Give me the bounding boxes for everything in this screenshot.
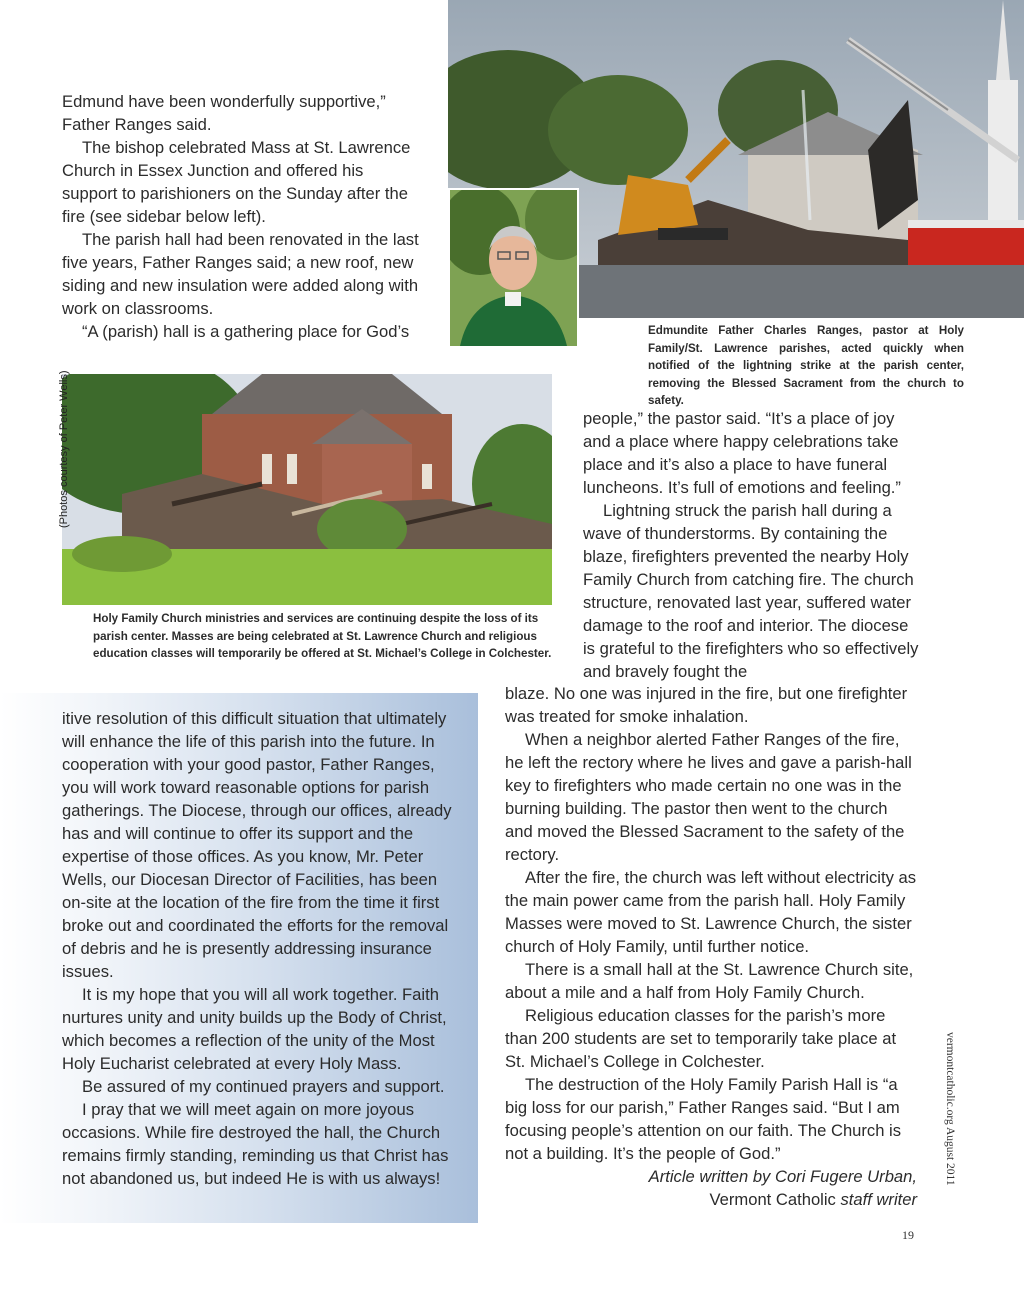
sidebar-paragraph: Be assured of my continued prayers and support. [82,1077,445,1096]
intro-column [62,90,422,343]
byline-title [505,1188,917,1211]
sidebar-paragraph: I pray that we will meet again on more joyous occasions. While fire destroyed the hall, the Church remains firmly standing, reminding us that Christ has not abandoned us, but indeed He is with us always! [62,1100,449,1188]
sidebar-paragraph: itive resolution of this difficult situation that ultimately will enhance the life of this parish into the future. In cooperation with your good pastor, Father Ranges, you will work toward reasonable options for parish gatherings. The Diocese, through our offices, already has and will continue to offer its support and the expertise of those offices. As you know, Mr. Peter Wells, our Diocesan Director of Facilities, has been on-site at the location of the fire from the time it first broke out and coordinated the efforts for the removal of debris and he is presently addressing insurance issues. [62,709,452,981]
ruins-photo-caption: Holy Family Church ministries and services are continuing despite the loss of its parish center. Masses are being celebrated at St. Lawrence Church and religious education classes will temporarily be offered at St. Michael’s College in Colchester. [93,612,552,660]
priest-photo-caption: Edmundite Father Charles Ranges, pastor at Holy Family/St. Lawrence parishes, acted quickly when notified of the lightning strike at the parish center, removing the Blessed Sacrament from the church to safety. [648,324,964,407]
body-paragraph: people,” the pastor said. “It’s a place of joy and a place where happy celebrations take place and it’s also a place to have funeral luncheons. It’s full of emotions and feeling.” [583,409,901,497]
body-paragraph: There is a small hall at the St. Lawrence Church site, about a mile and a half from Holy Family Church. [505,960,914,1002]
intro-paragraph: The parish hall had been renovated in the last five years, Father Ranges said; a new roof, new siding and new insulation were added along with work on classrooms. [62,230,419,318]
byline-publication: Vermont Catholic [709,1190,841,1209]
sidebar-text [62,707,462,1190]
body-paragraph: blaze. No one was injured in the fire, but one firefighter was treated for smoke inhalation. [505,684,908,726]
byline-author: Article written by Cori Fugere Urban, [648,1167,917,1186]
running-foot: vermontcatholic.org August 2011 [944,1032,956,1186]
photo-credit: (Photos courtesy of Peter Wells) [58,370,70,528]
right-column-upper [583,407,920,683]
right-column-lower [505,682,917,1211]
intro-paragraph: Edmund have been wonderfully supportive,” Father Ranges said. [62,92,386,134]
priest-portrait-photo [448,188,579,348]
intro-paragraph: The bishop celebrated Mass at St. Lawrence Church in Essex Junction and offered his support to parishioners on the Sunday after the fire (see sidebar below left). [62,138,411,226]
page-number: 19 [902,1228,914,1242]
body-paragraph: Religious education classes for the parish’s more than 200 students are set to temporarily take place at St. Michael’s College in Colchester. [505,1006,897,1071]
byline-role: staff writer [840,1190,917,1209]
church-ruins-photo [62,374,552,605]
sidebar-paragraph: It is my hope that you will all work together. Faith nurtures unity and unity builds up the Body of Christ, which becomes a reflection of the unity of the Most Holy Eucharist celebrated at every Holy Mass. [62,985,447,1073]
body-paragraph: After the fire, the church was left without electricity as the main power came from the parish hall. Holy Family Masses were moved to St. Lawrence Church, the sister church of Holy Family, until further notice. [505,868,917,956]
intro-paragraph: “A (parish) hall is a gathering place for God’s [82,322,410,341]
body-paragraph: The destruction of the Holy Family Parish Hall is “a big loss for our parish,” Father Ranges said. “But I am focusing people’s attention on our faith. The Church is not a building. It’s the people of God.” [505,1075,902,1163]
body-paragraph: When a neighbor alerted Father Ranges of the fire, he left the rectory where he lives and gave a parish-hall key to firefighters who made certain no one was in the burning building. The pastor then went to the church and moved the Blessed Sacrament to the safety of the rectory. [505,730,912,864]
body-paragraph: Lightning struck the parish hall during a wave of thunderstorms. By containing the blaze, firefighters prevented the nearby Holy Family Church from catching fire. The church structure, renovated last year, suffered water damage to the roof and interior. The diocese is grateful to the firefighters who so effectively and bravely fought the [583,501,919,681]
article-byline [505,1165,917,1211]
